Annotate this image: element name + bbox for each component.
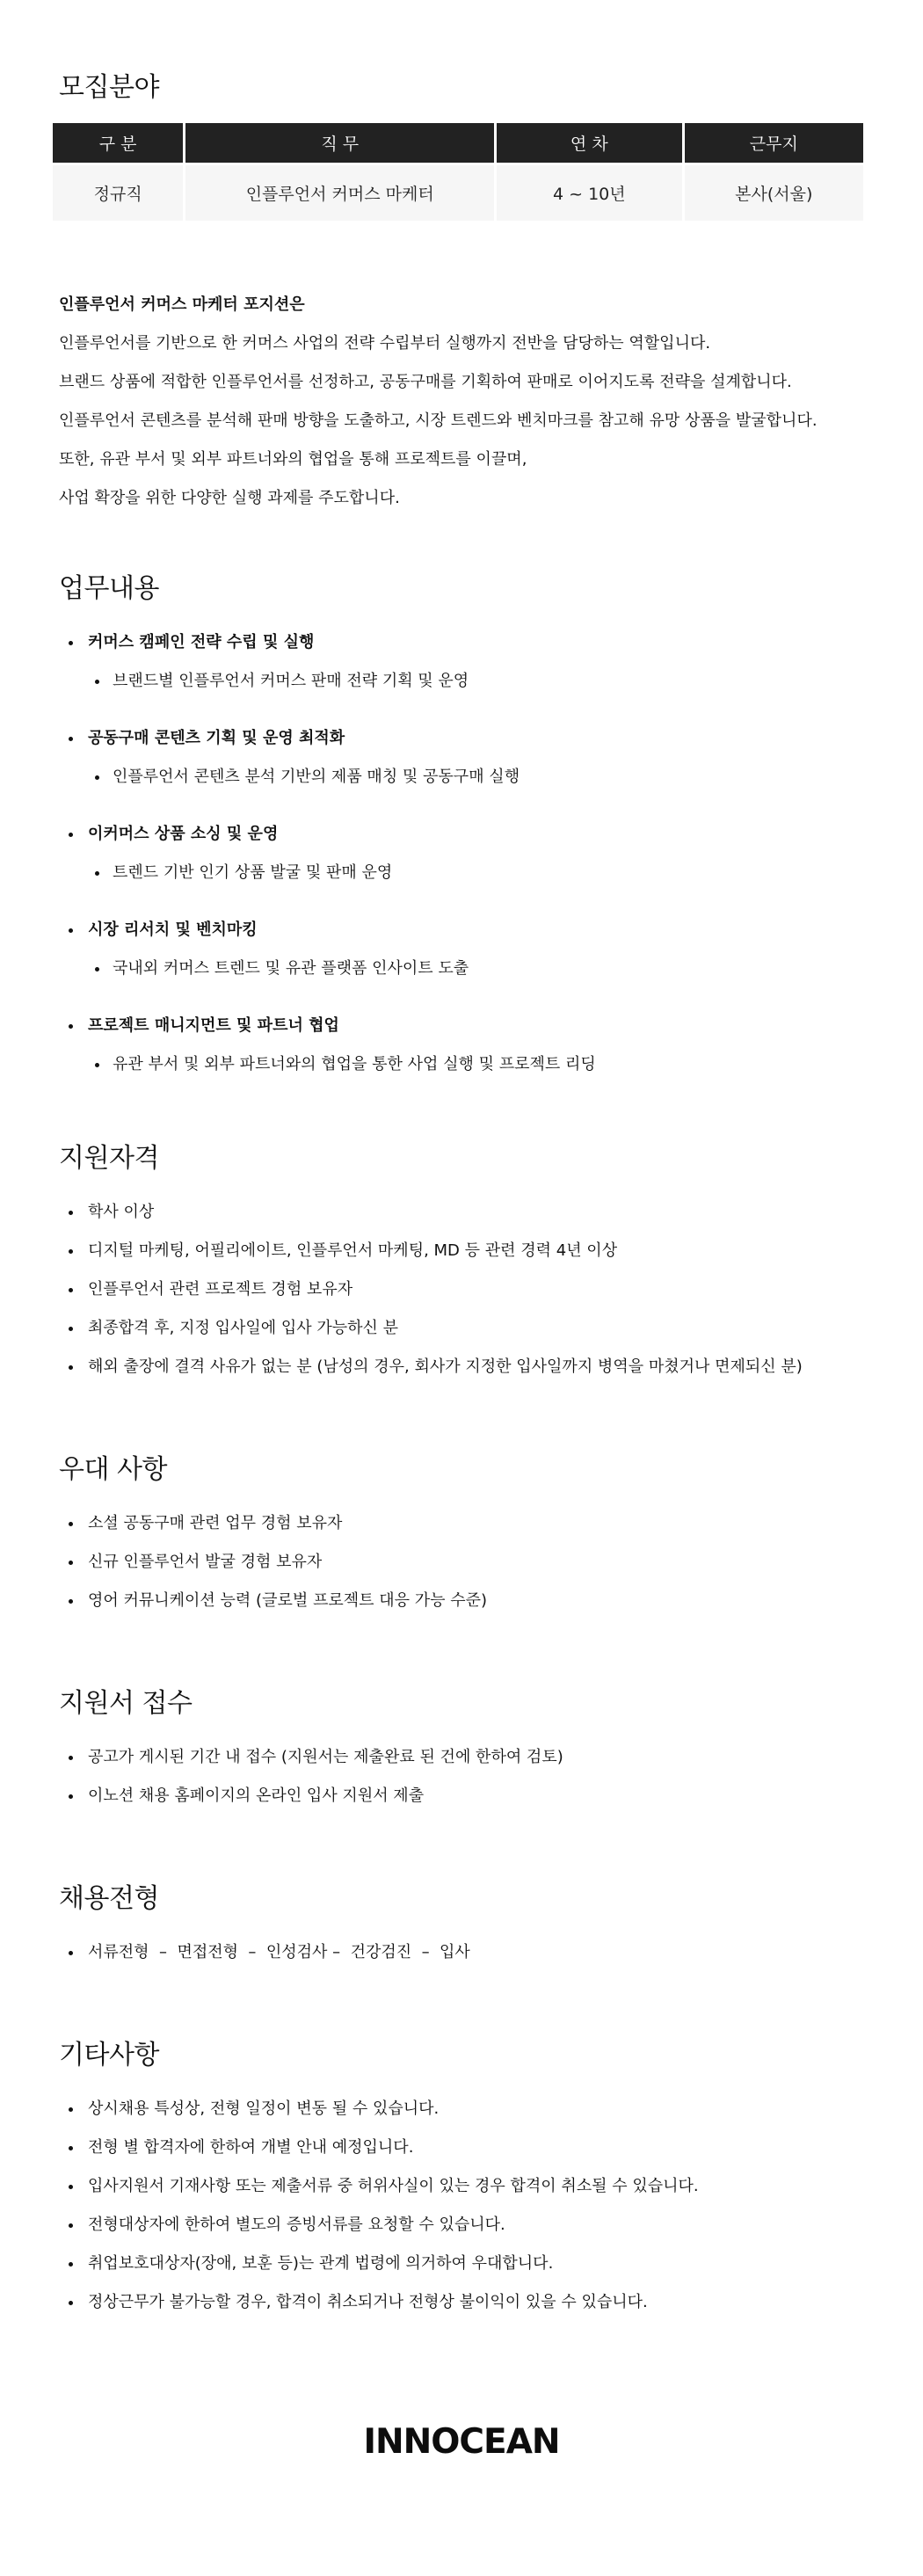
cell-job: 인플루언서 커머스 마케터 (185, 163, 494, 221)
cell-experience: 4 ~ 10년 (497, 163, 681, 221)
list-item (69, 919, 596, 1015)
list-item: 소셜 공동구매 관련 업무 경험 보유자 (69, 1512, 487, 1551)
duty-heading: 프로젝트 매니지먼트 및 파트너 협업 (69, 1015, 596, 1053)
list-item: 전형대상자에 한하여 별도의 증빙서류를 요청할 수 있습니다. (69, 2214, 699, 2252)
list-item: 입사지원서 기재사항 또는 제출서류 중 허위사실이 있는 경우 합격이 취소될 수 있습니다. (69, 2175, 699, 2214)
duty-heading: 커머스 캠페인 전략 수립 및 실행 (69, 631, 596, 670)
application-section-title: 지원서 접수 (59, 1688, 193, 1719)
duty-detail: 트렌드 기반 인기 상품 발굴 및 판매 운영 (69, 862, 596, 884)
cell-location: 본사(서울) (685, 163, 863, 221)
qualifications-section-title: 지원자격 (59, 1143, 159, 1174)
list-item: 해외 출장에 결격 사유가 없는 분 (남성의 경우, 회사가 지정한 입사일까지 병역을 마쳤거나 면제되신 분) (69, 1356, 803, 1394)
duty-detail: 인플루언서 콘텐츠 분석 기반의 제품 매칭 및 공동구매 실행 (69, 766, 596, 789)
list-item (69, 1015, 596, 1110)
recruit-section-title: 모집분야 (59, 72, 159, 103)
list-item: 서류전형 – 면접전형 – 인성검사 – 건강검진 – 입사 (69, 1941, 470, 1980)
duty-detail: 국내외 커머스 트렌드 및 유관 플랫폼 인사이트 도출 (69, 957, 596, 980)
list-item: 디지털 마케팅, 어필리에이트, 인플루언서 마케팅, MD 등 관련 경력 4년 이상 (69, 1240, 803, 1278)
preferred-section-title: 우대 사항 (59, 1454, 167, 1485)
etc-section-title: 기타사항 (59, 2040, 159, 2070)
list-item: 상시채용 특성상, 전형 일정이 변동 될 수 있습니다. (69, 2098, 699, 2136)
table-row (53, 163, 863, 221)
preferred-list (69, 1512, 487, 1628)
intro-lead: 인플루언서 커머스 마케터 포지션은 (59, 295, 305, 314)
table-header-row (53, 123, 863, 163)
intro-line: 인플루언서를 기반으로 한 커머스 사업의 전략 수립부터 실행까지 전반을 담당하는 역할입니다. (59, 334, 711, 353)
header-job: 직 무 (185, 123, 494, 163)
process-section-title: 채용전형 (59, 1883, 159, 1914)
intro-line: 브랜드 상품에 적합한 인플루언서를 선정하고, 공동구매를 기획하여 판매로 이어지도록 전략을 설계합니다. (59, 373, 792, 391)
duty-heading: 시장 리서치 및 벤치마킹 (69, 919, 596, 957)
list-item: 신규 인플루언서 발굴 경험 보유자 (69, 1551, 487, 1590)
process-list (69, 1941, 470, 1980)
list-item: 전형 별 합격자에 한하여 개별 안내 예정입니다. (69, 2136, 699, 2175)
etc-list (69, 2098, 699, 2330)
list-item (69, 727, 596, 823)
header-type: 구 분 (53, 123, 183, 163)
list-item: 공고가 게시된 기간 내 접수 (지원서는 제출완료 된 건에 한하여 검토) (69, 1746, 563, 1785)
list-item: 취업보호대상자(장애, 보훈 등)는 관계 법령에 의거하여 우대합니다. (69, 2252, 699, 2291)
list-item (69, 631, 596, 727)
duty-heading: 이커머스 상품 소싱 및 운영 (69, 823, 596, 862)
intro-line: 사업 확장을 위한 다양한 실행 과제를 주도합니다. (59, 489, 400, 507)
list-item: 최종합격 후, 지정 입사일에 입사 가능하신 분 (69, 1317, 803, 1356)
cell-type: 정규직 (53, 163, 183, 221)
intro-line: 인플루언서 콘텐츠를 분석해 판매 방향을 도출하고, 시장 트렌드와 벤치마크를 참고해 유망 상품을 발굴합니다. (59, 411, 818, 430)
application-list (69, 1746, 563, 1823)
list-item: 이노션 채용 홈페이지의 온라인 입사 지원서 제출 (69, 1785, 563, 1823)
recruit-table (50, 123, 866, 221)
intro-line: 또한, 유관 부서 및 외부 파트너와의 협업을 통해 프로젝트를 이끌며, (59, 450, 527, 469)
list-item (69, 823, 596, 919)
duties-section-title: 업무내용 (59, 573, 159, 604)
list-item: 인플루언서 관련 프로젝트 경험 보유자 (69, 1278, 803, 1317)
list-item: 정상근무가 불가능할 경우, 합격이 취소되거나 전형상 불이익이 있을 수 있습니다. (69, 2291, 699, 2330)
list-item: 학사 이상 (69, 1201, 803, 1240)
duty-heading: 공동구매 콘텐츠 기획 및 운영 최적화 (69, 727, 596, 766)
header-experience: 연 차 (497, 123, 681, 163)
innocean-logo: INNOCEAN (363, 2422, 560, 2462)
position-intro (59, 294, 885, 526)
duties-list (69, 631, 596, 1110)
header-location: 근무지 (685, 123, 863, 163)
qualifications-list (69, 1201, 803, 1394)
duty-detail: 브랜드별 인플루언서 커머스 판매 전략 기획 및 운영 (69, 670, 596, 693)
list-item: 영어 커뮤니케이션 능력 (글로벌 프로젝트 대응 가능 수준) (69, 1590, 487, 1628)
duty-detail: 유관 부서 및 외부 파트너와의 협업을 통한 사업 실행 및 프로젝트 리딩 (69, 1053, 596, 1076)
